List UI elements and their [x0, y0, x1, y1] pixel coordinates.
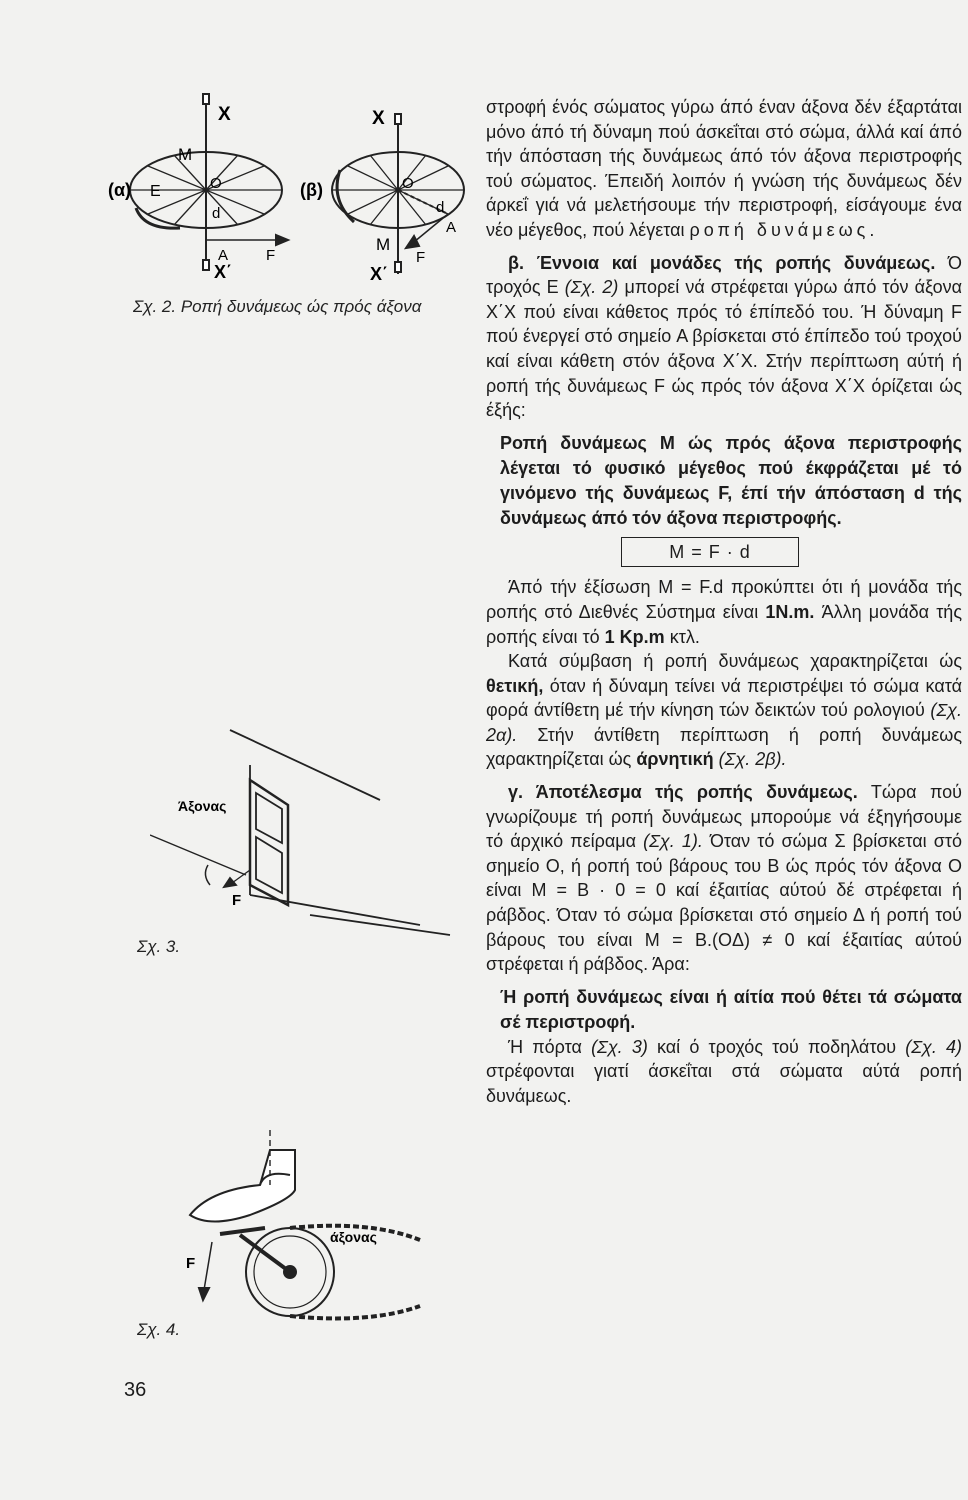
- label-f-b: F: [416, 249, 426, 266]
- figure-3-diagram: [150, 725, 470, 945]
- figure-4-diagram: [170, 1130, 450, 1350]
- fig4-force-label: F: [186, 1255, 196, 1272]
- label-xp-b: X΄: [370, 264, 388, 284]
- figure-4-caption: Σχ. 4.: [137, 1320, 181, 1339]
- label-o-b: O: [402, 175, 414, 192]
- label-a-point-b: A: [446, 219, 457, 236]
- label-o-a: O: [210, 175, 222, 192]
- conclusion-statement: Ή ροπή δυνάμεως είναι ή αίτία πού θέτει τά σώματα σέ περιστροφή.: [500, 986, 962, 1032]
- label-xp-a: X΄: [214, 262, 232, 282]
- fig3-force-label: F: [232, 892, 242, 909]
- fig3-axis-label: Άξονας: [178, 798, 227, 814]
- figure-2-diagram: [108, 90, 468, 290]
- wheel-a: [130, 94, 288, 270]
- definition-moment: Ροπή δυνάμεως Μ ώς πρός άξονα περιστροφής λέγεται τό φυσικό μέγεθος πού έκφράζεται μέ τό γινόμενο τής δυνάμεως F, έπί τήν άπόσταση d τής δυνάμεως άπό τόν άξονα περιστροφής.: [500, 432, 962, 528]
- label-b: (β): [300, 180, 323, 200]
- figure-3-caption: Σχ. 3.: [137, 937, 181, 956]
- label-x-a: X: [218, 104, 231, 125]
- label-m-b: M: [376, 235, 391, 254]
- wheel-b: [332, 114, 464, 274]
- paragraph-units: Άπό τήν έξίσωση M = F.d προκύπτει ότι ή μονάδα τής ροπής στό Διεθνές Σύστημα είναι 1Ν.m. Άλλη μονάδα τής ροπής είναι τό 1 Kp.m κτλ.: [486, 577, 962, 647]
- page-number: 36: [124, 1379, 147, 1401]
- label-a: (α): [108, 180, 132, 200]
- section-gamma: γ. Άποτέλεσμα τής ροπής δυνάμεως. Τώρα πού γνωρίζουμε τή ροπή δυνάμεως μπορούμε νά έξηγήσουμε τό άρχικό πείραμα (Σχ. 1). Όταν τό σώμα Σ βρίσκεται στό σημείο O, ή ροπή τού βάρους του B ώς πρός τόν άξονα O είναι M = B · 0 = 0 καί έξαιτίας αύτού δέ στρέφεται ή ράβδος. Όταν τό σώμα βρίσκεται στό σημείο Δ ή ροπή τού βάρους του είναι M = B.(OΔ) ≠ 0 καί έξαιτίας αύτού στρέφεται ή ράβδος. Άρα:: [486, 782, 962, 975]
- label-d-b: d: [436, 199, 445, 216]
- section-beta-heading: β. Έννοια καί μονάδες τής ροπής δυνάμεως.: [508, 252, 936, 273]
- label-a-point: A: [218, 247, 229, 264]
- label-m-a: M: [178, 145, 193, 164]
- figure-2-caption: Σχ. 2. Ροπή δυνάμεως ώς πρός άξονα: [133, 297, 422, 316]
- fig4-axis-label: άξονας: [330, 1229, 377, 1245]
- term-moment: ροπή δυνάμεως.: [689, 219, 879, 240]
- label-e-a: E: [150, 183, 161, 200]
- label-f-a: F: [266, 247, 276, 264]
- section-gamma-heading: γ. Άποτέλεσμα τής ροπής δυνάμεως.: [508, 782, 858, 803]
- label-d-a: d: [212, 205, 221, 222]
- label-x-b: X: [372, 108, 385, 129]
- paragraph-final: Ή πόρτα (Σχ. 3) καί ό τροχός τού ποδηλάτου (Σχ. 4) στρέφονται γιατί άσκεΐται στά σώματα αύτά ροπή δυνάμεως.: [486, 1036, 962, 1106]
- body-text: [486, 95, 962, 1109]
- formula-box: M = F · d: [621, 537, 799, 568]
- paragraph-intro: στροφή ένός σώματος γύρω άπό έναν άξονα δέν έξαρτάται μόνο άπό τή δύναμη πού άσκεΐται στό σώμα, άλλά καί άπό τήν άπόσταση τής δυνάμεως άπό τόν άξονα περιστροφής τού σώματος. Έπειδή λοιπόν ή γνώση τής δυνάμεως δέν άρκεΐ γιά νά μελετήσουμε τήν περιστροφή, είσάγουμε ένα νέο μέγεθος, πού λέγεται ροπή δυνάμεως.: [486, 97, 962, 240]
- paragraph-sign: Κατά σύμβαση ή ροπή δυνάμεως χαρακτηρίζεται ώς θετική, όταν ή δύναμη τείνει νά περιστρέψει τό σώμα κατά φορά άντίθετη μέ τήν κίνηση τών δεικτών τού ρολογιού (Σχ. 2α). Στήν άντίθετη περίπτωση ή ροπή δυνάμεως χαρακτηρίζεται ώς άρνητική (Σχ. 2β).: [486, 651, 962, 770]
- section-beta: β. Έννοια καί μονάδες τής ροπής δυνάμεως. Ό τροχός E (Σχ. 2) μπορεί νά στρέφεται γύρω άπό τόν άξονα Χ΄Χ πού είναι κάθετος πρός τό έπίπεδό του. Ή δύναμη F πού ένεργεί στό σημείο A βρίσκεται στό έπίπεδο τού τροχού καί είναι κάθετη στόν άξονα Χ΄Χ. Στήν περίπτωση αύτή ή ροπή τής δυνάμεως F ώς πρός τόν άξονα Χ΄Χ όρίζεται ώς έξής:: [486, 252, 962, 421]
